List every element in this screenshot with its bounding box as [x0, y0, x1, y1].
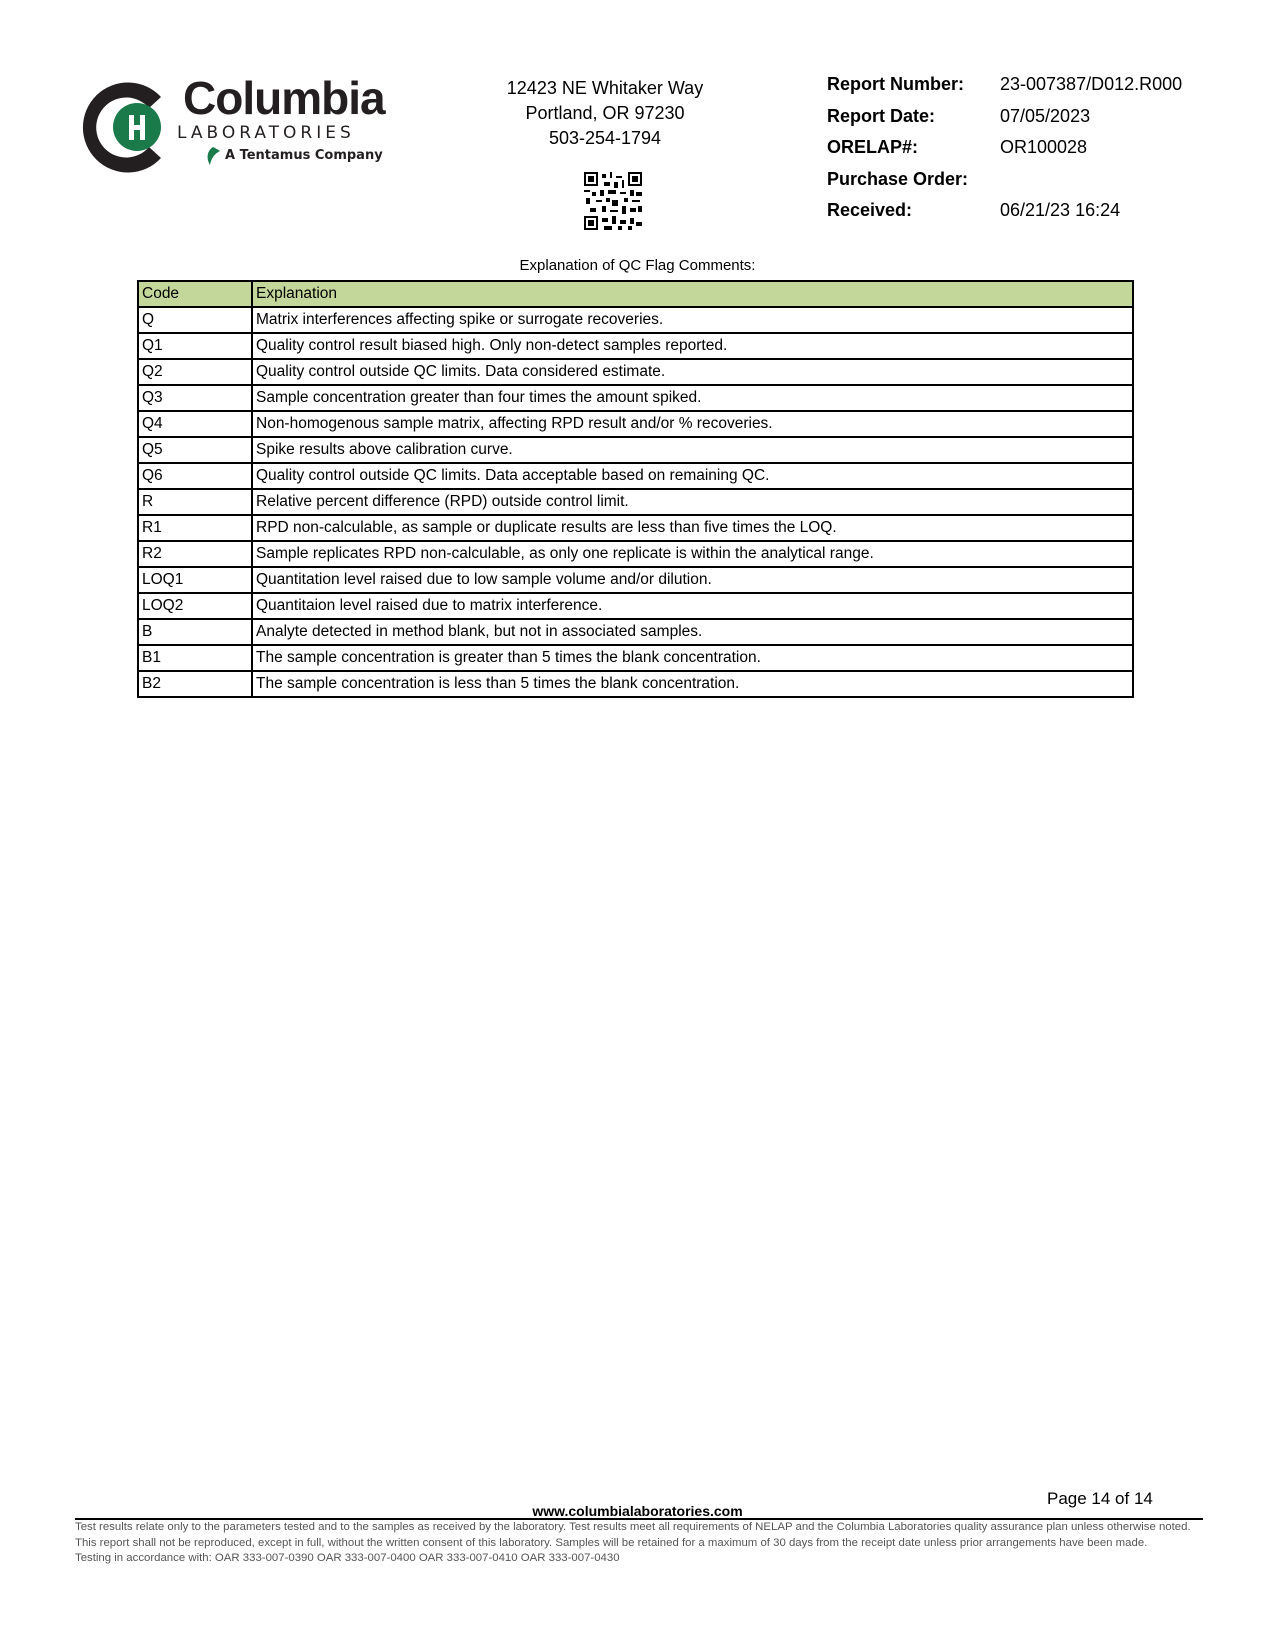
- orelap-value: OR100028: [1000, 137, 1088, 157]
- address-street: 12423 NE Whitaker Way: [506, 78, 704, 98]
- footer-disclaimer: [75, 1520, 1200, 1567]
- column-header-code: Code: [138, 281, 252, 307]
- flag-code-cell: B1: [138, 645, 252, 671]
- report-date-value: 07/05/2023: [1000, 105, 1091, 126]
- flag-code-cell: R1: [138, 515, 252, 541]
- company-logo: [75, 72, 405, 185]
- qr-code-icon: [584, 172, 642, 230]
- logo-wordmark: Columbia: [183, 72, 385, 124]
- flag-code-cell: R: [138, 489, 252, 515]
- received-label: Received:: [827, 200, 913, 220]
- logo-tagline: [205, 148, 383, 163]
- table-row: [138, 333, 1133, 359]
- flag-explanation-cell: RPD non-calculable, as sample or duplicate results are less than five times the LOQ.: [252, 515, 1133, 541]
- table-row: [138, 463, 1133, 489]
- table-header-row: [138, 281, 1133, 307]
- table-row: [138, 515, 1133, 541]
- logo-subtitle: LABORATORIES: [177, 123, 355, 143]
- disclaimer-text: Test results relate only to the parameters tested and to the samples as received by the laboratory. Test results meet all requirements of NELAP and the Columbia Laboratories quality assurance plan unless otherwise noted. This report shall not be reproduced, except in full, without the written consent of this laboratory. Samples will be retained for a maximum of 30 days from the receipt date unless prior arrangements have been made.: [75, 1521, 1191, 1549]
- address-city: Portland, OR 97230: [525, 103, 685, 123]
- table-row: [138, 411, 1133, 437]
- flag-explanation-cell: Quality control outside QC limits. Data acceptable based on remaining QC.: [252, 463, 1133, 489]
- flag-code-cell: Q4: [138, 411, 252, 437]
- columbia-logo-icon: [75, 75, 175, 180]
- table-row: [138, 645, 1133, 671]
- flag-explanation-cell: Sample concentration greater than four times the amount spiked.: [252, 385, 1133, 411]
- table-row: [138, 671, 1133, 697]
- flag-code-cell: B2: [138, 671, 252, 697]
- page-number: Page 14 of 14: [1047, 1489, 1153, 1508]
- flag-code-cell: B: [138, 619, 252, 645]
- flag-code-cell: Q2: [138, 359, 252, 385]
- flag-code-cell: Q5: [138, 437, 252, 463]
- testing-standards: Testing in accordance with: OAR 333-007-0390 OAR 333-007-0400 OAR 333-007-0410 OAR 333-007-0430: [75, 1552, 620, 1564]
- logo-tagline-text: A Tentamus Company: [225, 148, 383, 163]
- lab-address: [470, 76, 740, 151]
- qc-table-title: Explanation of QC Flag Comments:: [519, 257, 756, 274]
- flag-explanation-cell: Matrix interferences affecting spike or surrogate recoveries.: [252, 307, 1133, 333]
- table-row: [138, 619, 1133, 645]
- report-date-label: Report Date:: [827, 105, 936, 126]
- received-value: 06/21/23 16:24: [1000, 200, 1121, 220]
- table-row: [138, 307, 1133, 333]
- table-row: [138, 567, 1133, 593]
- purchase-order-label: Purchase Order:: [827, 168, 969, 189]
- flag-explanation-cell: Sample replicates RPD non-calculable, as only one replicate is within the analytical range.: [252, 541, 1133, 567]
- address-phone: 503-254-1794: [548, 128, 662, 148]
- table-row: [138, 385, 1133, 411]
- table-row: [138, 489, 1133, 515]
- flag-explanation-cell: Quantitation level raised due to low sample volume and/or dilution.: [252, 567, 1133, 593]
- flag-explanation-cell: Relative percent difference (RPD) outside control limit.: [252, 489, 1133, 515]
- report-number-value: 23-007387/D012.R000: [1000, 74, 1183, 94]
- flag-explanation-cell: The sample concentration is greater than 5 times the blank concentration.: [252, 645, 1133, 671]
- flag-explanation-cell: Spike results above calibration curve.: [252, 437, 1133, 463]
- table-row: [138, 593, 1133, 619]
- qc-flag-table: [137, 280, 1134, 698]
- flag-explanation-cell: Analyte detected in method blank, but not in associated samples.: [252, 619, 1133, 645]
- flag-code-cell: LOQ1: [138, 567, 252, 593]
- flag-code-cell: Q: [138, 307, 252, 333]
- flag-code-cell: R2: [138, 541, 252, 567]
- tentamus-leaf-icon: [205, 146, 221, 166]
- column-header-explanation: Explanation: [252, 281, 1133, 307]
- report-number-label: Report Number:: [827, 74, 965, 94]
- table-row: [138, 437, 1133, 463]
- qc-table-body: [138, 307, 1133, 697]
- flag-code-cell: LOQ2: [138, 593, 252, 619]
- flag-explanation-cell: Quality control outside QC limits. Data considered estimate.: [252, 359, 1133, 385]
- orelap-label: ORELAP#:: [827, 137, 919, 157]
- table-row: [138, 541, 1133, 567]
- table-row: [138, 359, 1133, 385]
- flag-code-cell: Q6: [138, 463, 252, 489]
- flag-explanation-cell: Quality control result biased high. Only non-detect samples reported.: [252, 333, 1133, 359]
- flag-explanation-cell: Quantitaion level raised due to matrix interference.: [252, 593, 1133, 619]
- flag-code-cell: Q3: [138, 385, 252, 411]
- flag-explanation-cell: Non-homogenous sample matrix, affecting RPD result and/or % recoveries.: [252, 411, 1133, 437]
- flag-code-cell: Q1: [138, 333, 252, 359]
- website-link[interactable]: www.columbialaboratories.com: [532, 1503, 743, 1519]
- flag-explanation-cell: The sample concentration is less than 5 times the blank concentration.: [252, 671, 1133, 697]
